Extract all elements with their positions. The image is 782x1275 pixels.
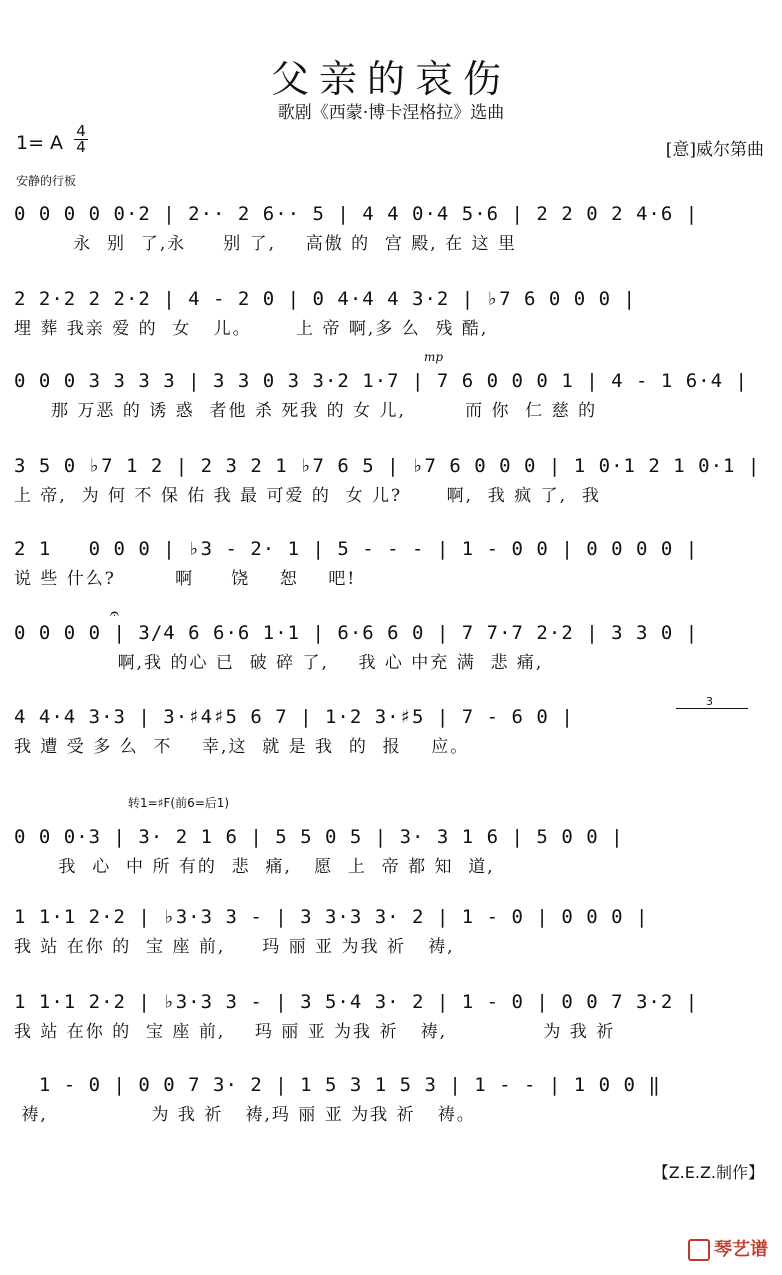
score-line-4 xyxy=(14,455,768,505)
song-title: 父亲的哀伤 xyxy=(270,57,511,101)
score-line-9 xyxy=(14,906,768,956)
credit-label: 【Z.E.Z.制作】 xyxy=(652,1163,764,1182)
fermata-icon: 𝄐 xyxy=(110,604,119,623)
notes: 4 4·4 3·3 | 3·♯4♯5 6 7 | 1·2 3·♯5 | 7 - 6 0 | xyxy=(14,706,574,728)
notes: 1 1·1 2·2 | ♭3·3 3 - | 3 3·3 3· 2 | 1 - 0 | 0 0 0 | xyxy=(14,906,649,928)
time-signature xyxy=(74,124,88,155)
score-line-3 xyxy=(14,370,768,420)
notes: 0 0 0 3 3 3 3 | 3 3 0 3 3·2 1·7 | 7 6 0 0 0 1 | 4 - 1 6·4 | xyxy=(14,370,748,392)
time-bottom: 4 xyxy=(74,139,88,155)
lyrics: 埋 葬 我亲 爱 的 女 儿。 上 帝 啊,多 么 残 酷, xyxy=(14,319,489,339)
notes: 2 1 0 0 0 | ♭3 - 2· 1 | 5 - - - | 1 - 0 0 | 0 0 0 0 | xyxy=(14,538,699,560)
score-line-5 xyxy=(14,538,768,588)
lyrics: 说 些 什么? 啊 饶 恕 吧! xyxy=(14,569,357,589)
lyrics: 我 心 中 所 有的 悲 痛, 愿 上 帝 都 知 道, xyxy=(14,857,495,877)
watermark xyxy=(688,1235,768,1261)
triplet-number: 3 xyxy=(706,695,713,708)
score-line-11 xyxy=(14,1074,768,1124)
score-line-1 xyxy=(14,203,768,253)
notes: 1 - 0 | 0 0 7 3· 2 | 1 5 3 1 5 3 | 1 - - | 1 0 0 ‖ xyxy=(14,1074,661,1096)
lyrics: 永 别 了,永 别 了, 高傲 的 宫 殿, 在 这 里 xyxy=(14,234,517,254)
key-signature: 1= A xyxy=(16,132,64,154)
lyrics: 祷, 为 我 祈 祷,玛 丽 亚 为我 祈 祷。 xyxy=(14,1105,476,1125)
notes: 3 5 0 ♭7 1 2 | 2 3 2 1 ♭7 6 5 | ♭7 6 0 0 0 | 1 0·1 2 1 0·1 | xyxy=(14,455,761,477)
dynamics-mark: mp xyxy=(424,350,444,364)
lyrics: 我 站 在你 的 宝 座 前, 玛 丽 亚 为我 祈 祷, xyxy=(14,937,455,957)
modulation-marking: 转1=♯F(前6=后1) xyxy=(128,796,230,810)
watermark-text: 琴艺谱 xyxy=(714,1239,768,1260)
time-top: 4 xyxy=(76,122,86,140)
notes: 2 2·2 2 2·2 | 4 - 2 0 | 0 4·4 4 3·2 | ♭7 6 0 0 0 | xyxy=(14,288,636,310)
notes: 1 1·1 2·2 | ♭3·3 3 - | 3 5·4 3· 2 | 1 - 0 | 0 0 7 3·2 | xyxy=(14,991,699,1013)
song-subtitle: 歌剧《西蒙·博卡涅格拉》选曲 xyxy=(277,103,505,123)
lyrics: 上 帝, 为 何 不 保 佑 我 最 可爱 的 女 儿? 啊, 我 疯 了, 我 xyxy=(14,486,601,506)
score-line-7 xyxy=(14,706,768,756)
score-line-10 xyxy=(14,991,768,1041)
score-line-8 xyxy=(14,826,768,876)
notes: 0 0 0·3 | 3· 2 1 6 | 5 5 0 5 | 3· 3 1 6 | 5 0 0 | xyxy=(14,826,624,848)
tempo-marking: 安静的行板 xyxy=(16,174,77,188)
score-line-2 xyxy=(14,288,768,338)
composer: [意]威尔第曲 xyxy=(665,140,764,160)
lyrics: 我 遭 受 多 么 不 幸,这 就 是 我 的 报 应。 xyxy=(14,737,470,757)
score-line-6 xyxy=(14,622,768,672)
lyrics: 啊,我 的心 已 破 碎 了, 我 心 中充 满 悲 痛, xyxy=(14,653,544,673)
lyrics: 那 万恶 的 诱 惑 者他 杀 死我 的 女 儿, 而 你 仁 慈 的 xyxy=(14,401,598,421)
notes: 0 0 0 0 | 3/4 6 6·6 1·1 | 6·6 6 0 | 7 7·7 2·2 | 3 3 0 | xyxy=(14,622,699,644)
lyrics: 我 站 在你 的 宝 座 前, 玛 丽 亚 为我 祈 祷, 为 我 祈 xyxy=(14,1022,616,1042)
notes: 0 0 0 0 0·2 | 2·· 2 6·· 5 | 4 4 0·4 5·6 | 2 2 0 2 4·6 | xyxy=(14,203,699,225)
music-logo-icon xyxy=(688,1239,710,1261)
